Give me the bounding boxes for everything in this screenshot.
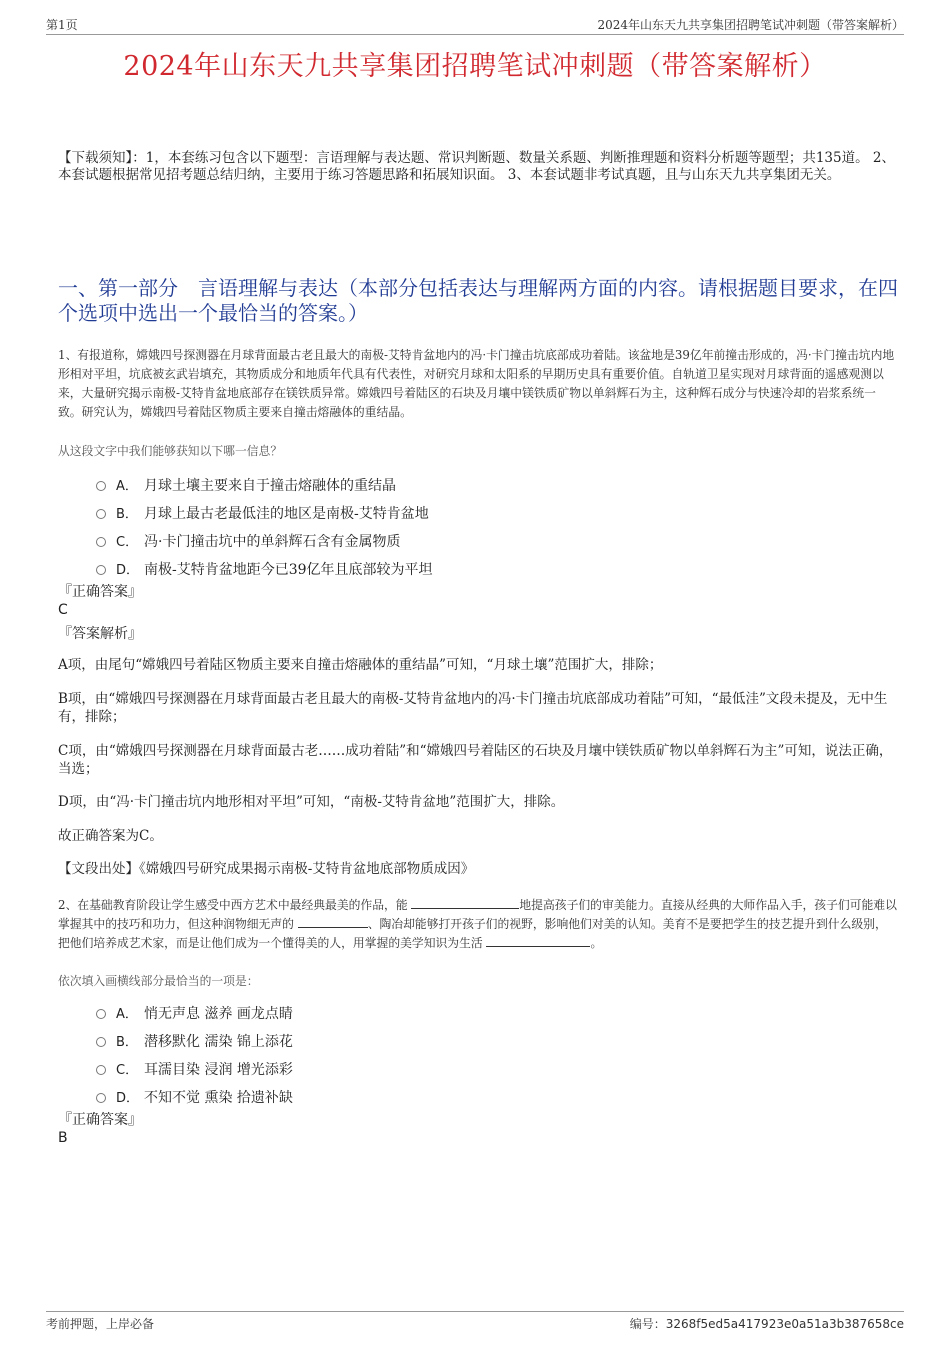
question-1-options [96, 472, 796, 584]
question-2-prompt: 依次填入画横线部分最恰当的一项是： [58, 974, 259, 988]
section-heading: 一、第一部分 言语理解与表达（本部分包括表达与理解两方面的内容。请根据题目要求，在四个选项中选出一个最恰当的答案。） [58, 276, 898, 325]
radio-icon[interactable] [96, 481, 106, 491]
correct-answer-label: 『正确答案』 [58, 584, 142, 600]
option-b[interactable]: B． 月球上最古老最低洼的地区是南极-艾特肯盆地 [96, 500, 796, 528]
analysis-item-c: C项，由“嫦娥四号探测器在月球背面最古老……成功着陆”和“嫦娥四号着陆区的石块及月壤中镁铁质矿物以单斜辉石为主”可知，说法正确，当选； [58, 743, 893, 777]
fill-blank-2 [298, 915, 368, 928]
analysis-item-a: A项，由尾句“嫦娥四号着陆区物质主要来自撞击熔融体的重结晶”可知，“月球土壤”范围扩大，排除； [58, 657, 663, 673]
fill-blank-3 [486, 934, 590, 947]
correct-answer-value: C [58, 602, 68, 618]
radio-icon[interactable] [96, 565, 106, 575]
question-1-passage: 1、有报道称，嫦娥四号探测器在月球背面最古老且最大的南极-艾特肯盆地内的冯·卡门撞击坑底部成功着陆。该盆地是39亿年前撞击形成的，冯·卡门撞击坑内地形相对平坦，坑底被玄武岩填充，其物质成分和地质年代具有代表性，对研究月球和太阳系的早期历史具有重要价值。自轨道卫星实现对月球背面的遥感观测以来，大量研究揭示南极-艾特肯盆地底部存在镁铁质异常。嫦娥四号着陆区的石块及月壤中镁铁质矿物以单斜辉石为主，这种辉石成分与快速冷却的岩浆系统一致。研究认为，嫦娥四号着陆区物质主要来自撞击熔融体的重结晶。 [58, 348, 895, 419]
radio-icon[interactable] [96, 1009, 106, 1019]
radio-icon[interactable] [96, 1037, 106, 1047]
analysis-conclusion: 故正确答案为C。 [58, 828, 163, 844]
radio-icon[interactable] [96, 1093, 106, 1103]
document-title: 2024年山东天九共享集团招聘笔试冲刺题（带答案解析） [123, 51, 827, 82]
footer-slogan: 考前押题，上岸必备 [46, 1317, 155, 1331]
analysis-label: 『答案解析』 [58, 626, 142, 642]
fill-blank-1 [411, 896, 519, 909]
header-doc-title: 2024年山东天九共享集团招聘笔试冲刺题（带答案解析） [597, 18, 904, 32]
page-header [46, 14, 904, 35]
radio-icon[interactable] [96, 509, 106, 519]
option-a[interactable]: A． 悄无声息 滋养 画龙点睛 [96, 1000, 796, 1028]
question-1-prompt: 从这段文字中我们能够获知以下哪一信息？ [58, 444, 283, 458]
radio-icon[interactable] [96, 537, 106, 547]
passage-source: 【文段出处】《嫦娥四号研究成果揭示南极-艾特肯盆地底部物质成因》 [58, 861, 475, 877]
option-d[interactable]: D． 南极-艾特肯盆地距今已39亿年且底部较为平坦 [96, 556, 796, 584]
document-code: 编号：3268f5ed5a417923e0a51a3b387658ce [629, 1317, 904, 1331]
correct-answer-value: B [58, 1130, 68, 1146]
analysis-item-b: B项，由“嫦娥四号探测器在月球背面最古老且最大的南极-艾特肯盆地内的冯·卡门撞击坑底部成功着陆”可知，“最低洼”文段未提及，无中生有，排除； [58, 691, 888, 725]
option-a[interactable]: A． 月球土壤主要来自于撞击熔融体的重结晶 [96, 472, 796, 500]
option-d[interactable]: D． 不知不觉 熏染 拾遗补缺 [96, 1084, 796, 1112]
option-c[interactable]: C． 冯·卡门撞击坑中的单斜辉石含有金属物质 [96, 528, 796, 556]
page-number: 第1页 [46, 18, 78, 32]
option-c[interactable]: C． 耳濡目染 浸润 增光添彩 [96, 1056, 796, 1084]
download-notice: 【下载须知】：1，本套练习包含以下题型：言语理解与表达题、常识判断题、数量关系题、判断推理题和资料分析题等题型；共135道。 2、本套试题根据常见招考题总结归纳，主要用于练习答题思路和拓展知识面。 3、本套试题非考试真题，且与山东天九共享集团无关。 [58, 150, 895, 183]
option-b[interactable]: B． 潜移默化 濡染 锦上添花 [96, 1028, 796, 1056]
radio-icon[interactable] [96, 1065, 106, 1075]
correct-answer-label: 『正确答案』 [58, 1112, 142, 1128]
page-footer [46, 1311, 904, 1331]
question-2-passage: 2、在基础教育阶段让学生感受中西方艺术中最经典最美的作品，能 地提高孩子们的审美能力。直接从经典的大师作品入手，孩子们可能难以掌握其中的技巧和功力，但这种润物细无声的 、陶冶却能够打开孩子们的视野，影响他们对美的认知。美育不是要把学生的技艺提升到什么级别，把他们培养成艺术家，而是让他们成为一个懂得美的人，用掌握的美学知识为生活 。 [58, 898, 897, 950]
question-2-options [96, 1000, 796, 1112]
analysis-item-d: D项，由“冯·卡门撞击坑内地形相对平坦”可知，“南极-艾特肯盆地”范围扩大，排除。 [58, 794, 565, 810]
